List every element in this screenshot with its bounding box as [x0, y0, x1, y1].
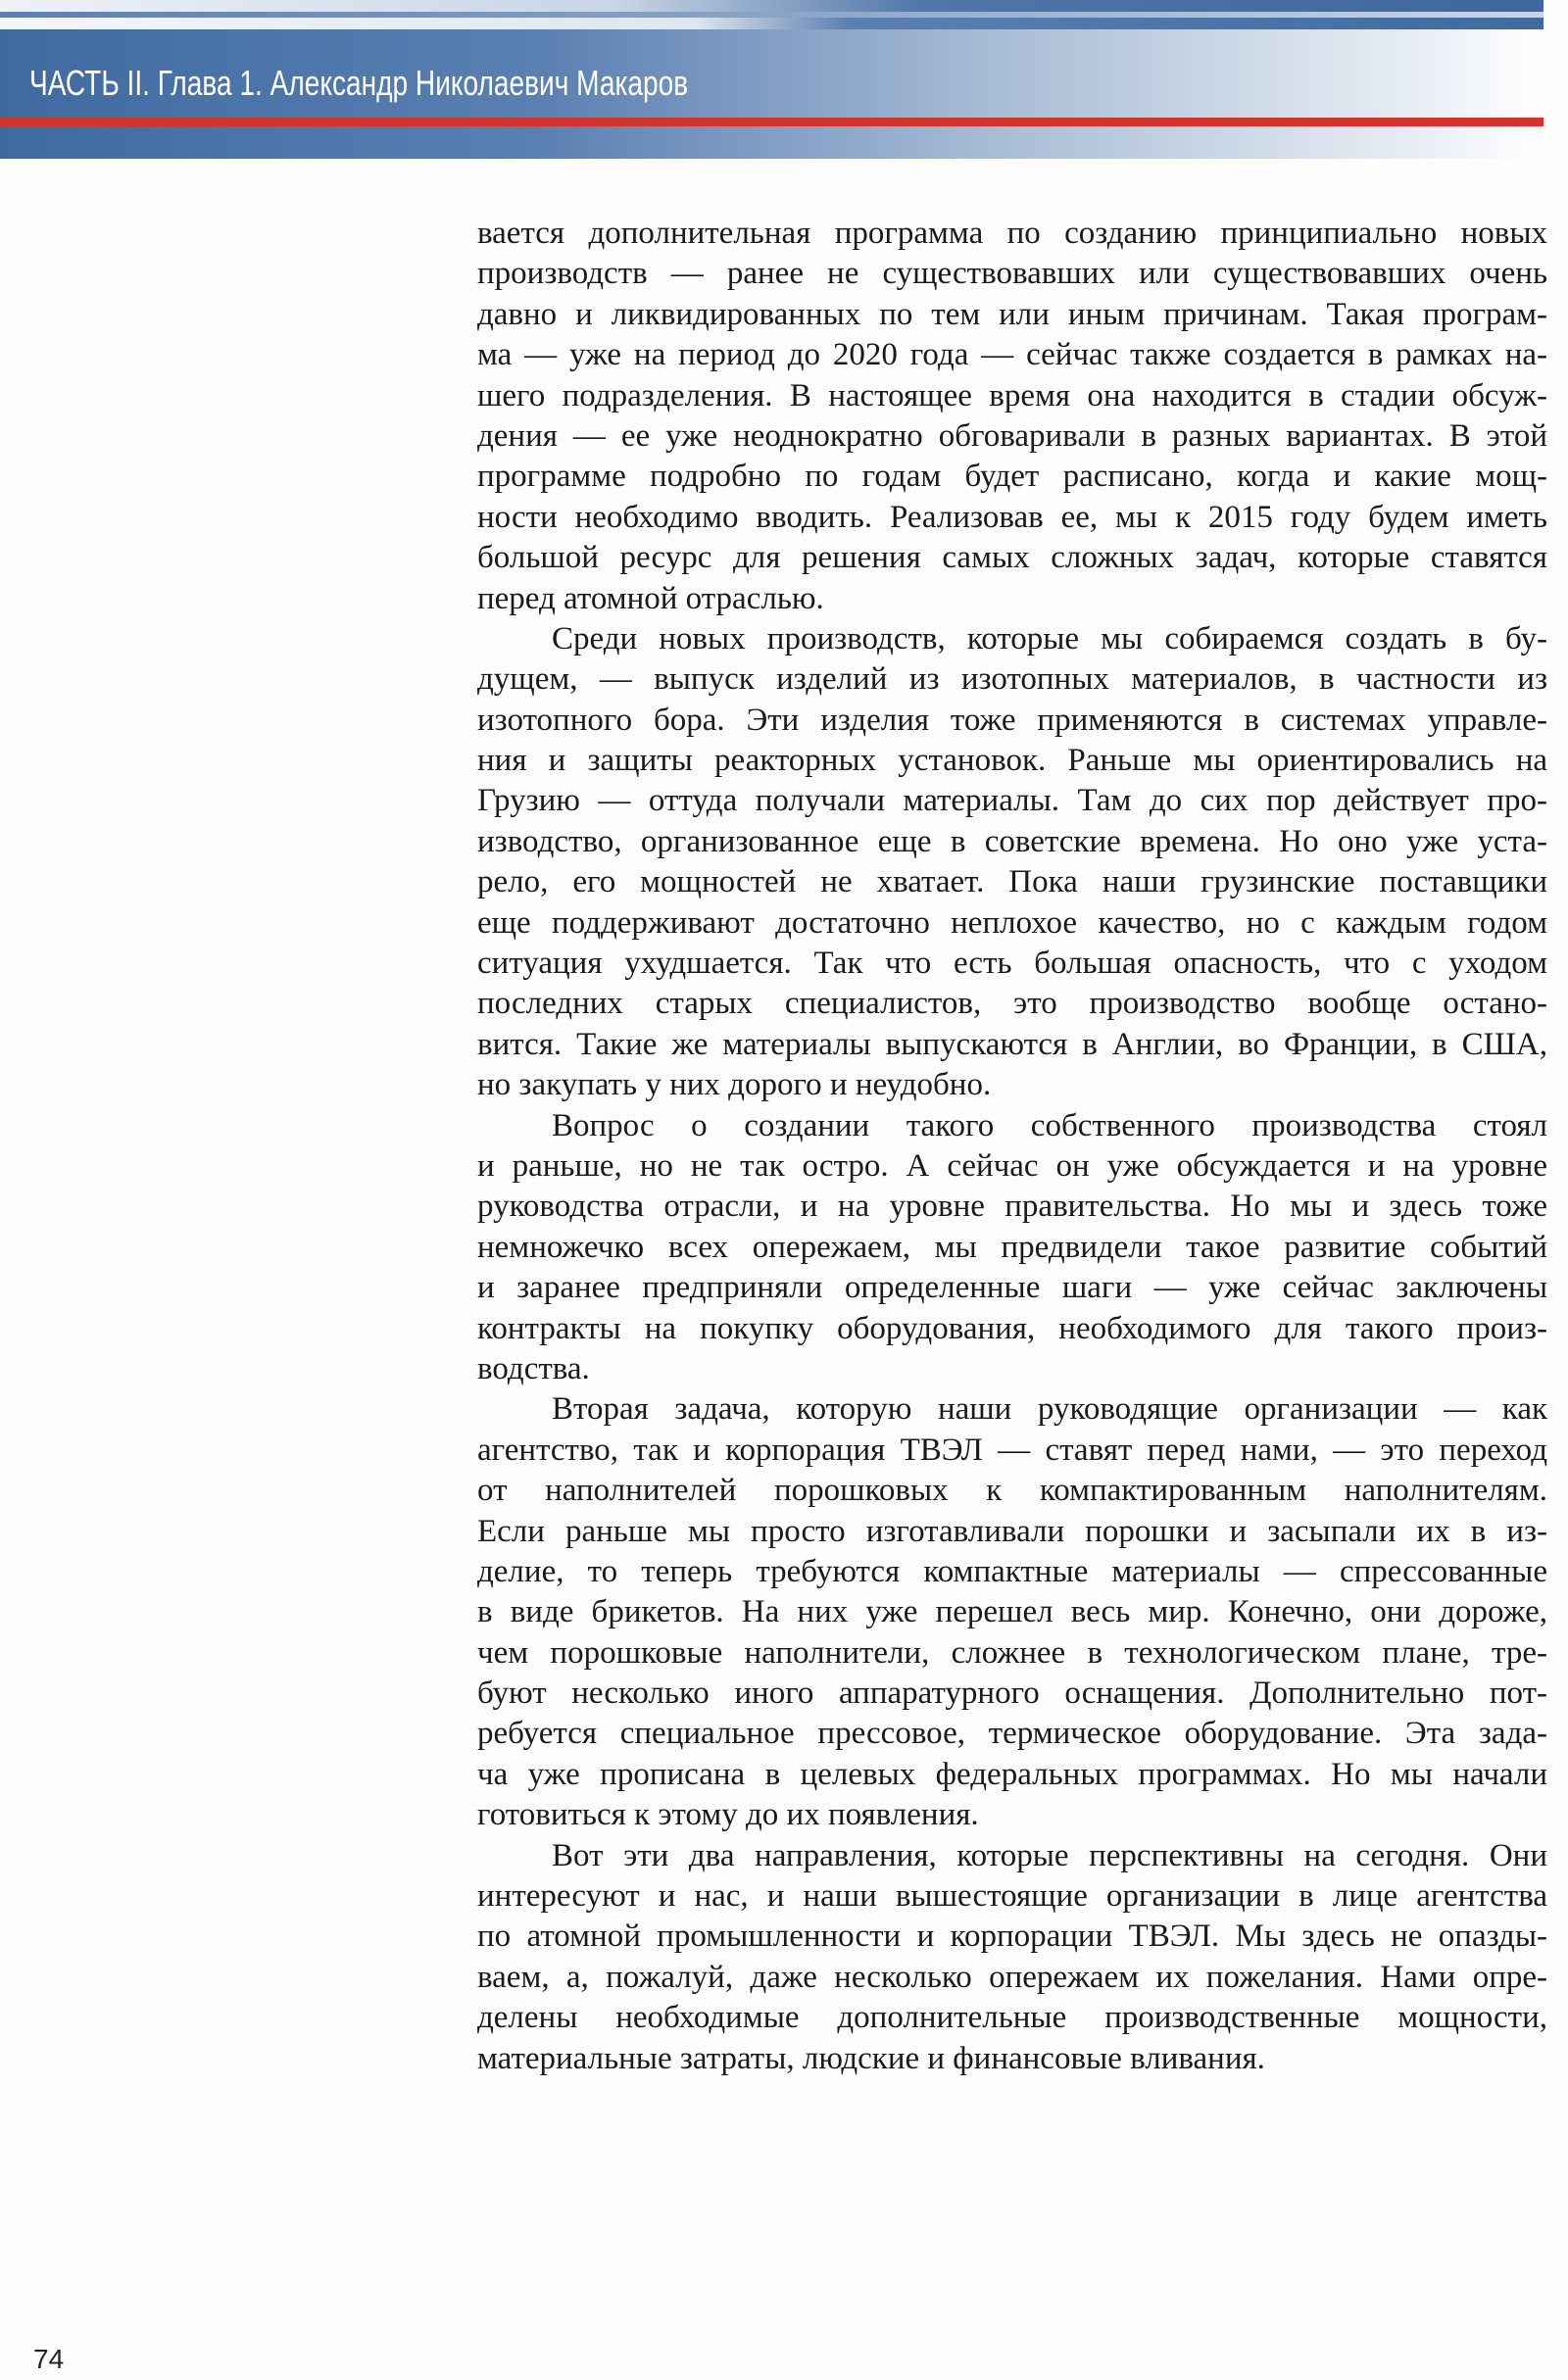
- text-line: рело, его мощностей не хватает. Пока наши грузинские поставщики: [477, 864, 1547, 900]
- text-line: изводство, организованное еще в советские времена. Но оно уже уста-: [477, 823, 1547, 859]
- text-line: контракты на покупку оборудования, необходимого для такого произ-: [477, 1310, 1547, 1346]
- text-line: Если раньше мы просто изготавливали порошки и засыпали их в из-: [477, 1513, 1547, 1549]
- body-text: [477, 214, 1547, 2079]
- text-line: делие, то теперь требуются компактные материалы — спрессованные: [477, 1553, 1547, 1589]
- text-line: Вопрос о создании такого собственного производства стоял: [552, 1107, 1547, 1143]
- text-line: программе подробно по годам будет расписано, когда и какие мощ-: [477, 459, 1547, 495]
- text-line: чем порошковые наполнители, сложнее в технологическом плане, тре-: [477, 1634, 1547, 1671]
- text-line: Вот эти два направления, которые перспективны на сегодня. Они: [552, 1837, 1547, 1873]
- text-line: немножечко всех опережаем, мы предвидели такое развитие событий: [477, 1229, 1547, 1265]
- text-line: дущем, — выпуск изделий из изотопных материалов, в частности из: [477, 661, 1547, 698]
- running-header: [0, 0, 1544, 159]
- text-line: руководства отрасли, и на уровне правительства. Но мы и здесь тоже: [477, 1189, 1547, 1225]
- text-line: ситуация ухудшается. Так что есть большая опасность, что с уходом: [477, 946, 1547, 982]
- text-line: буют несколько иного аппаратурного оснащения. Дополнительно пот-: [477, 1676, 1547, 1712]
- text-line: вится. Такие же материалы выпускаются в Англии, во Франции, в США,: [477, 1026, 1547, 1062]
- text-line: ваем, а, пожалуй, даже несколько опережаем их пожелания. Нами опре-: [477, 1959, 1547, 1995]
- text-line: водства.: [477, 1350, 590, 1386]
- text-line: производств — ранее не существовавших или существовавших очень: [477, 256, 1547, 292]
- text-line: от наполнителей порошковых к компактированным наполнителям.: [477, 1473, 1547, 1509]
- text-line: ния и защиты реакторных установок. Раньше мы ориентировались на: [477, 743, 1547, 779]
- text-line: и заранее предприняли определенные шаги — уже сейчас заключены: [477, 1270, 1547, 1306]
- text-line: изотопного бора. Эти изделия тоже применяются в системах управле-: [477, 702, 1547, 738]
- text-line: делены необходимые дополнительные производственные мощности,: [477, 2000, 1547, 2036]
- text-line: агентство, так и корпорация ТВЭЛ — ставят перед нами, — это переход: [477, 1432, 1547, 1468]
- text-line: ча уже прописана в целевых федеральных программах. Но мы начали: [477, 1756, 1547, 1792]
- page-number: 74: [33, 2344, 65, 2374]
- text-line: Грузию — оттуда получали материалы. Там до сих пор действует про-: [477, 783, 1547, 819]
- text-line: шего подразделения. В настоящее время она находится в стадии обсуж-: [477, 377, 1547, 413]
- text-line: большой ресурс для решения самых сложных задач, которые ставятся: [477, 540, 1547, 576]
- paragraph: [477, 1836, 1547, 2079]
- text-line: в виде брикетов. На них уже перешел весь мир. Конечно, они дороже,: [477, 1594, 1547, 1630]
- paragraph: [477, 214, 1547, 619]
- text-line: по атомной промышленности и корпорации ТВЭЛ. Мы здесь не опазды-: [477, 1919, 1547, 1955]
- paragraph: [477, 619, 1547, 1106]
- text-line: готовиться к этому до их появления.: [477, 1797, 979, 1833]
- text-line: Среди новых производств, которые мы собираемся создать в бу-: [552, 620, 1547, 656]
- text-line: последних старых специалистов, это производство вообще остано-: [477, 986, 1547, 1022]
- text-line: перед атомной отраслью.: [477, 580, 824, 616]
- text-line: ребуется специальное прессовое, термическое оборудование. Эта зада-: [477, 1716, 1547, 1752]
- text-line: Вторая задача, которую наши руководящие организации — как: [552, 1391, 1547, 1428]
- text-line: но закупать у них дорого и неудобно.: [477, 1067, 992, 1103]
- text-line: ности необходимо вводить. Реализовав ее, мы к 2015 году будем иметь: [477, 499, 1547, 535]
- text-line: ма — уже на период до 2020 года — сейчас также создается в рамках на-: [477, 337, 1547, 373]
- text-line: интересуют и нас, и наши вышестоящие организации в лице агентства: [477, 1878, 1547, 1915]
- text-line: еще поддерживают достаточно неплохое качество, но с каждым годом: [477, 904, 1547, 941]
- header-stripe: [0, 0, 1544, 12]
- chapter-title: ЧАСТЬ II. Глава 1. Александр Николаевич Макаров: [29, 63, 689, 103]
- header-stripe: [0, 18, 1544, 29]
- text-line: материальные затраты, людские и финансовые вливания.: [477, 2040, 1265, 2076]
- text-line: давно и ликвидированных по тем или иным причинам. Такая програм-: [477, 296, 1547, 332]
- header-red-rule: [0, 118, 1544, 126]
- text-line: дения — ее уже неоднократно обговаривали в разных вариантах. В этой: [477, 417, 1547, 454]
- text-line: вается дополнительная программа по созданию принципиально новых: [477, 216, 1547, 251]
- text-line: и раньше, но не так остро. А сейчас он уже обсуждается и на уровне: [477, 1147, 1547, 1184]
- paragraph: [477, 1106, 1547, 1390]
- paragraph: [477, 1389, 1547, 1835]
